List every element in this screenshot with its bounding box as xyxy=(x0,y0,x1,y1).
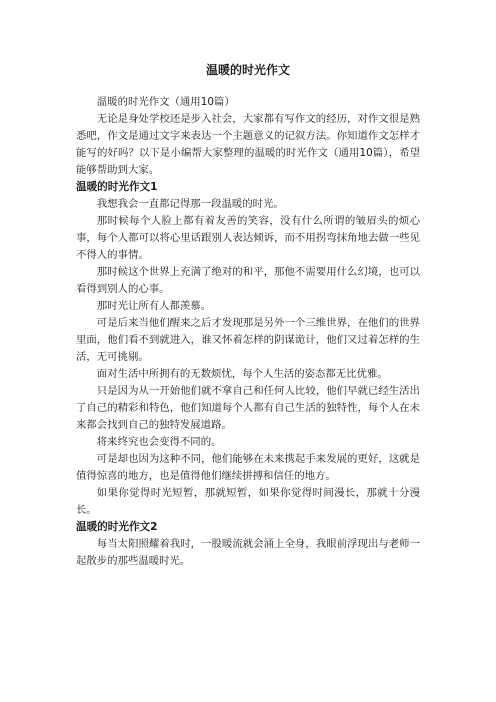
section-1-paragraph: 只是因为从一开始他们就不拿自己和任何人比较，他们早就已经生活出了自己的精彩和特色，他们知道每个人都有自己生活的独特性，每个人在未来都会找到自己的独特发展道路。 xyxy=(76,385,420,431)
section-1-paragraph: 将来终究也会变得不同的。 xyxy=(96,436,222,448)
intro-subtitle: 温暖的时光作文（通用10篇） xyxy=(96,96,235,108)
section-1-paragraph: 我想我会一直都记得那一段温暖的时光。 xyxy=(96,198,284,210)
section-heading-1: 温暖的时光作文1 xyxy=(76,181,158,193)
section-1-paragraph: 如果你觉得时光短暂，那就短暂，如果你觉得时间漫长，那就十分漫长。 xyxy=(76,487,420,516)
section-2-paragraph: 每当太阳照耀着我时，一股暖流就会涌上全身，我眼前浮现出与老师一起散步的那些温暖时光。 xyxy=(76,538,420,567)
section-1-paragraph: 那时光让所有人都羡慕。 xyxy=(96,300,212,312)
section-1-paragraph: 那时候这个世界上充满了绝对的和平，那他不需要用什么幻境，也可以看得到别人的心事。 xyxy=(76,266,420,295)
section-1-paragraph: 可是却也因为这种不同，他们能够在未来携起手来发展的更好，这就是值得惊喜的地方，也是值得他们继续拼搏和信任的地方。 xyxy=(76,453,420,482)
document-title: 温暖的时光作文 xyxy=(205,63,290,77)
section-heading-2: 温暖的时光作文2 xyxy=(76,521,158,533)
section-1-paragraph: 那时候每个人脸上都有着友善的笑容，没有什么所谓的皱眉头的烦心事，每个人都可以将心里话跟别人表达倾诉，而不用拐弯抹角地去做一些见不得人的事情。 xyxy=(76,215,420,261)
section-1-paragraph: 可是后来当他们醒来之后才发现那是另外一个三维世界，在他们的世界里面，他们看不到就进入，谁又怀着怎样的阴谋诡计，他们又过着怎样的生活，无可挑剔。 xyxy=(76,317,420,363)
intro-paragraph: 无论是身处学校还是步入社会，大家都有写作文的经历，对作文很是熟悉吧，作文是通过文字来表达一个主题意义的记叙方法。你知道作文怎样才能写的好吗？以下是小编帮大家整理的温暖的时光作文（通用10篇），希望能够帮助到大家。 xyxy=(76,113,420,176)
section-1-paragraph: 面对生活中所拥有的无数烦忧，每个人生活的姿态都无比优雅。 xyxy=(96,368,388,380)
